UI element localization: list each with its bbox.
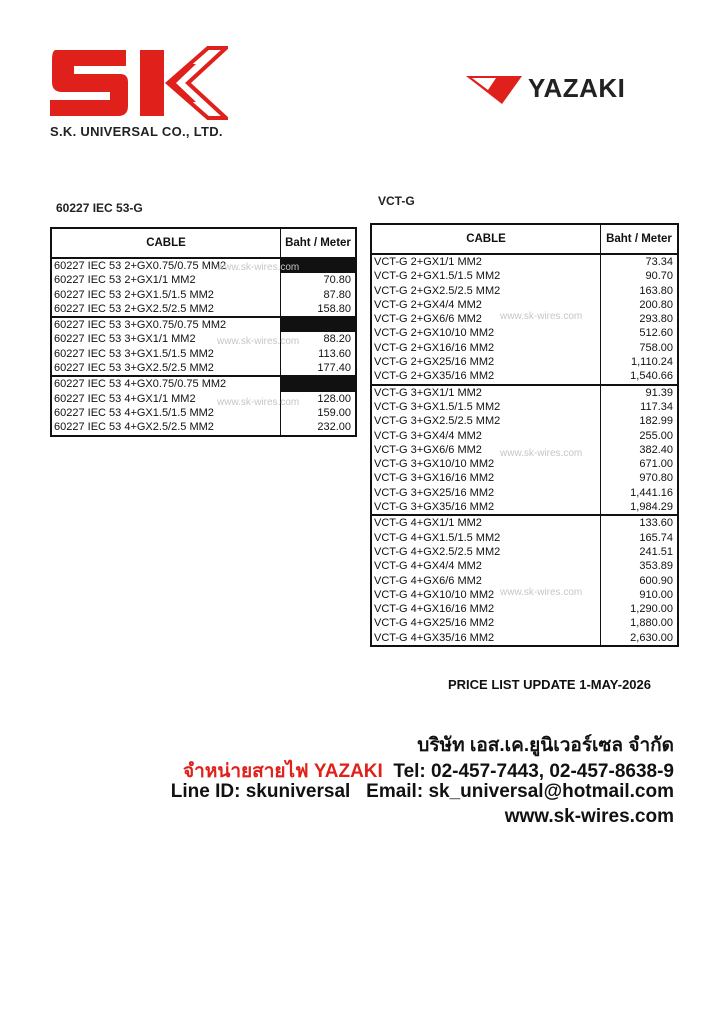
table-row [371, 326, 678, 340]
cable-price: 165.74 [639, 531, 673, 544]
cable-price: 128.00 [317, 392, 351, 405]
cable-price: 70.80 [323, 274, 351, 287]
cable-price: 600.90 [639, 574, 673, 587]
cable-price [281, 258, 357, 273]
cable-price: 2,630.00 [630, 631, 673, 644]
table-row [371, 574, 678, 588]
table-row [51, 273, 356, 287]
table-row [51, 361, 356, 376]
table-row [371, 515, 678, 530]
cable-name: VCT-G 3+GX10/10 MM2 [371, 457, 601, 471]
cable-name: 60227 IEC 53 3+GX2.5/2.5 MM2 [51, 361, 281, 376]
table-row [51, 302, 356, 317]
cable-name: VCT-G 3+GX6/6 MM2 [371, 443, 601, 457]
cable-name: VCT-G 2+GX1/1 MM2 [371, 254, 601, 269]
table-row [51, 258, 356, 273]
cable-name: VCT-G 2+GX1.5/1.5 MM2 [371, 269, 601, 283]
table-row [371, 602, 678, 616]
line-email-line [171, 781, 674, 803]
cable-price: 1,984.29 [630, 501, 673, 514]
cable-price: 87.80 [323, 288, 351, 301]
cable-name: 60227 IEC 53 3+GX0.75/0.75 MM2 [51, 317, 281, 332]
cable-price: 255.00 [639, 429, 673, 442]
company-name-en: S.K. UNIVERSAL CO., LTD. [50, 124, 223, 139]
table-row [371, 269, 678, 283]
cable-name: VCT-G 4+GX25/16 MM2 [371, 616, 601, 630]
table-row [51, 347, 356, 361]
cable-price: 758.00 [639, 341, 673, 354]
cable-price: 970.80 [639, 472, 673, 485]
cable-price: 133.60 [601, 515, 679, 530]
watermark: www.sk-wires.com [217, 397, 300, 408]
cable-price: 1,880.00 [630, 617, 673, 630]
watermark: www.sk-wires.com [500, 587, 583, 598]
cable-price: 1,441.16 [630, 486, 673, 499]
cable-name: VCT-G 3+GX4/4 MM2 [371, 429, 601, 443]
table-row [371, 471, 678, 485]
table-row [51, 317, 356, 332]
table-row [371, 531, 678, 545]
cable-name: VCT-G 4+GX6/6 MM2 [371, 574, 601, 588]
table-row [371, 588, 678, 602]
cable-price [281, 376, 357, 391]
table-row [51, 288, 356, 302]
cable-name: VCT-G 3+GX35/16 MM2 [371, 500, 601, 515]
cable-price: 88.20 [323, 333, 351, 346]
yazaki-logo [466, 70, 666, 110]
cable-name: VCT-G 3+GX16/16 MM2 [371, 471, 601, 485]
col-header-cable: CABLE [51, 228, 281, 258]
table-row [371, 443, 678, 457]
cable-price: 910.00 [639, 588, 673, 601]
cable-name: 60227 IEC 53 4+GX1.5/1.5 MM2 [51, 406, 281, 420]
right-section-title: VCT-G [378, 194, 415, 208]
table-row [371, 457, 678, 471]
cable-price: 91.39 [601, 385, 679, 400]
cable-name: VCT-G 2+GX6/6 MM2 [371, 312, 601, 326]
cable-price: 200.80 [639, 298, 673, 311]
table-row [371, 284, 678, 298]
cable-price: 671.00 [639, 458, 673, 471]
table-row [371, 486, 678, 500]
watermark: www.sk-wires.com [500, 311, 583, 322]
table-row [371, 341, 678, 355]
watermark: www.sk-wires.com [217, 336, 300, 347]
sk-logo [48, 44, 228, 122]
cable-price: 512.60 [639, 327, 673, 340]
table-row [371, 429, 678, 443]
cable-price: 90.70 [645, 270, 673, 283]
company-name-th: บริษัท เอส.เค.ยูนิเวอร์เซล จำกัด [417, 735, 674, 756]
table-row [371, 559, 678, 573]
table-row [371, 369, 678, 384]
watermark: www.sk-wires.com [500, 448, 583, 459]
table-row [51, 332, 356, 346]
price-update-date: PRICE LIST UPDATE 1-MAY-2026 [448, 677, 651, 692]
cable-name: VCT-G 2+GX25/16 MM2 [371, 355, 601, 369]
distributor-label: จำหน่ายสายไฟ YAZAKI [183, 761, 383, 782]
table-row [371, 254, 678, 269]
table-row [371, 298, 678, 312]
table-row [51, 406, 356, 420]
table-row [371, 414, 678, 428]
table-row [371, 545, 678, 559]
cable-name: 60227 IEC 53 3+GX1/1 MM2 [51, 332, 281, 346]
table-row [371, 312, 678, 326]
cable-price [281, 317, 357, 332]
cable-name: VCT-G 3+GX1/1 MM2 [371, 385, 601, 400]
cable-price: 1,290.00 [630, 603, 673, 616]
cable-price: 1,540.66 [630, 370, 673, 383]
website-text: www.sk-wires.com [504, 806, 674, 827]
cable-name: VCT-G 4+GX16/16 MM2 [371, 602, 601, 616]
cable-name: VCT-G 4+GX4/4 MM2 [371, 559, 601, 573]
cable-price: 163.80 [639, 284, 673, 297]
cable-name: 60227 IEC 53 3+GX1.5/1.5 MM2 [51, 347, 281, 361]
yazaki-brand-text: YAZAKI [528, 73, 626, 103]
cable-name: VCT-G 4+GX2.5/2.5 MM2 [371, 545, 601, 559]
col-header-price: Baht / Meter [601, 224, 679, 254]
table-row [51, 392, 356, 406]
cable-price: 159.00 [317, 406, 351, 419]
table-row [371, 616, 678, 630]
cable-price: 73.34 [645, 256, 673, 268]
cable-price: 382.40 [639, 443, 673, 456]
cable-price: 353.89 [639, 560, 673, 573]
tel-text: Tel: 02-457-7443, 02-457-8638-9 [393, 761, 674, 782]
cable-name: VCT-G 2+GX4/4 MM2 [371, 298, 601, 312]
cable-name: VCT-G 2+GX2.5/2.5 MM2 [371, 284, 601, 298]
cable-name: VCT-G 4+GX1.5/1.5 MM2 [371, 531, 601, 545]
cable-name: 60227 IEC 53 2+GX1.5/1.5 MM2 [51, 288, 281, 302]
cable-price: 232.00 [317, 421, 351, 434]
table-row [371, 355, 678, 369]
cable-name: VCT-G 3+GX25/16 MM2 [371, 486, 601, 500]
table-row [371, 400, 678, 414]
left-section-title: 60227 IEC 53-G [56, 201, 143, 215]
cable-price: 1,110.24 [630, 356, 673, 369]
iec53-price-table [50, 227, 357, 437]
col-header-cable: CABLE [371, 224, 601, 254]
cable-name: VCT-G 3+GX2.5/2.5 MM2 [371, 414, 601, 428]
col-header-price: Baht / Meter [281, 228, 357, 258]
cable-price: 158.80 [317, 302, 351, 315]
cable-price: 182.99 [639, 415, 673, 428]
cable-name: 60227 IEC 53 2+GX0.75/0.75 MM2 [51, 258, 281, 273]
cable-name: VCT-G 2+GX35/16 MM2 [371, 369, 601, 384]
line-id-text: Line ID: skuniversal [170, 781, 351, 802]
table-row [51, 420, 356, 435]
cable-price: 177.40 [317, 362, 351, 375]
cable-price: 241.51 [639, 545, 673, 558]
cable-name: VCT-G 2+GX10/10 MM2 [371, 326, 601, 340]
cable-name: 60227 IEC 53 4+GX2.5/2.5 MM2 [51, 420, 281, 435]
cable-price: 293.80 [639, 313, 673, 326]
yazaki-mark-icon [466, 70, 526, 110]
cable-name: VCT-G 3+GX1.5/1.5 MM2 [371, 400, 601, 414]
table-row [371, 385, 678, 400]
cable-name: 60227 IEC 53 2+GX2.5/2.5 MM2 [51, 302, 281, 317]
cable-price: 117.34 [640, 400, 673, 413]
cable-name: 60227 IEC 53 4+GX1/1 MM2 [51, 392, 281, 406]
watermark: www.sk-wires.com [217, 262, 300, 273]
table-row [371, 631, 678, 646]
cable-name: VCT-G 2+GX16/16 MM2 [371, 341, 601, 355]
cable-name: VCT-G 4+GX10/10 MM2 [371, 588, 601, 602]
table-row [371, 500, 678, 515]
cable-price: 113.60 [318, 347, 351, 360]
cable-name: VCT-G 4+GX35/16 MM2 [371, 631, 601, 646]
cable-name: VCT-G 4+GX1/1 MM2 [371, 515, 601, 530]
email-text: Email: sk_universal@hotmail.com [366, 781, 674, 802]
vctg-price-table [370, 223, 679, 647]
cable-name: 60227 IEC 53 2+GX1/1 MM2 [51, 273, 281, 287]
table-row [51, 376, 356, 391]
cable-name: 60227 IEC 53 4+GX0.75/0.75 MM2 [51, 376, 281, 391]
